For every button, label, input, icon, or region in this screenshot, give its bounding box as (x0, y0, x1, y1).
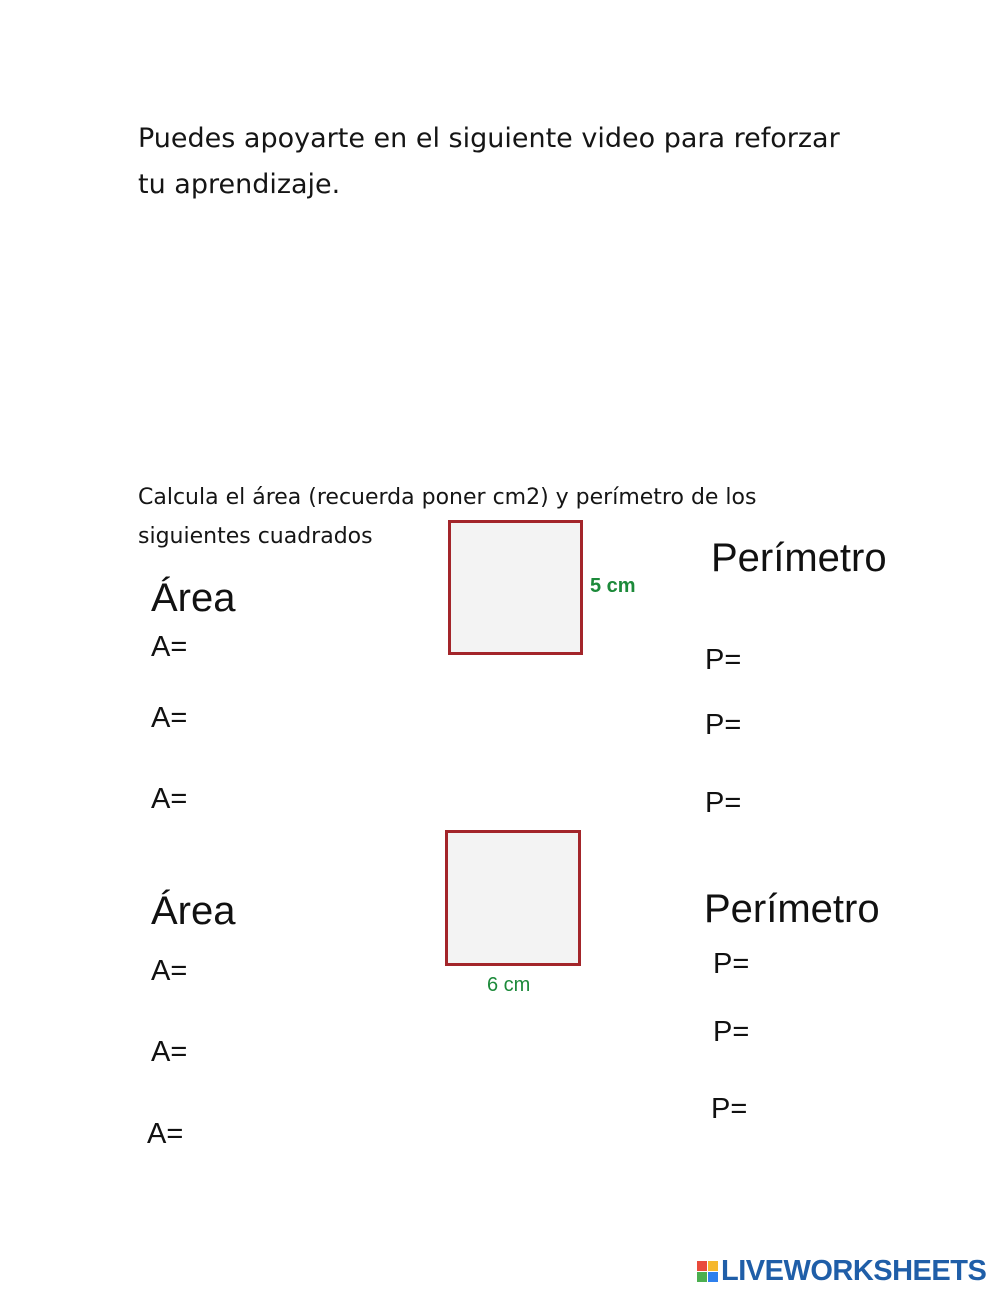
square-figure-1 (448, 520, 583, 655)
instructions-line-1: Calcula el área (recuerda poner cm2) y perímetro de los (138, 485, 757, 510)
area-answer-2c: A= (147, 1118, 184, 1150)
logo-block-red (697, 1261, 707, 1271)
logo-text: LIVEWORKSHEETS (721, 1254, 987, 1287)
perimeter-answer-1b: P= (705, 709, 742, 741)
area-answer-2b: A= (151, 1036, 188, 1068)
perimeter-heading-1: Perímetro (711, 536, 887, 580)
intro-text (138, 116, 898, 208)
side-label-1: 5 cm (590, 575, 636, 597)
perimeter-answer-1a: P= (705, 644, 742, 676)
area-answer-2a: A= (151, 955, 188, 987)
area-answer-1a: A= (151, 631, 188, 663)
logo-blocks-icon (697, 1261, 718, 1282)
instructions-line-2: siguientes cuadrados (138, 524, 373, 549)
perimeter-answer-2c: P= (711, 1093, 748, 1125)
logo-block-green (697, 1272, 707, 1282)
perimeter-answer-2a: P= (713, 948, 750, 980)
area-heading-1: Área (151, 576, 236, 620)
area-answer-1c: A= (151, 783, 188, 815)
square-figure-2 (445, 830, 581, 966)
area-heading-2: Área (151, 889, 236, 933)
area-answer-1b: A= (151, 702, 188, 734)
intro-line-1: Puedes apoyarte en el siguiente video para reforzar (138, 123, 840, 154)
liveworksheets-logo (697, 1255, 986, 1287)
intro-line-2: tu aprendizaje. (138, 169, 341, 200)
logo-block-yellow (708, 1261, 718, 1271)
side-label-2: 6 cm (487, 974, 531, 996)
perimeter-answer-2b: P= (713, 1016, 750, 1048)
logo-block-blue (708, 1272, 718, 1282)
perimeter-heading-2: Perímetro (704, 887, 880, 931)
perimeter-answer-1c: P= (705, 787, 742, 819)
